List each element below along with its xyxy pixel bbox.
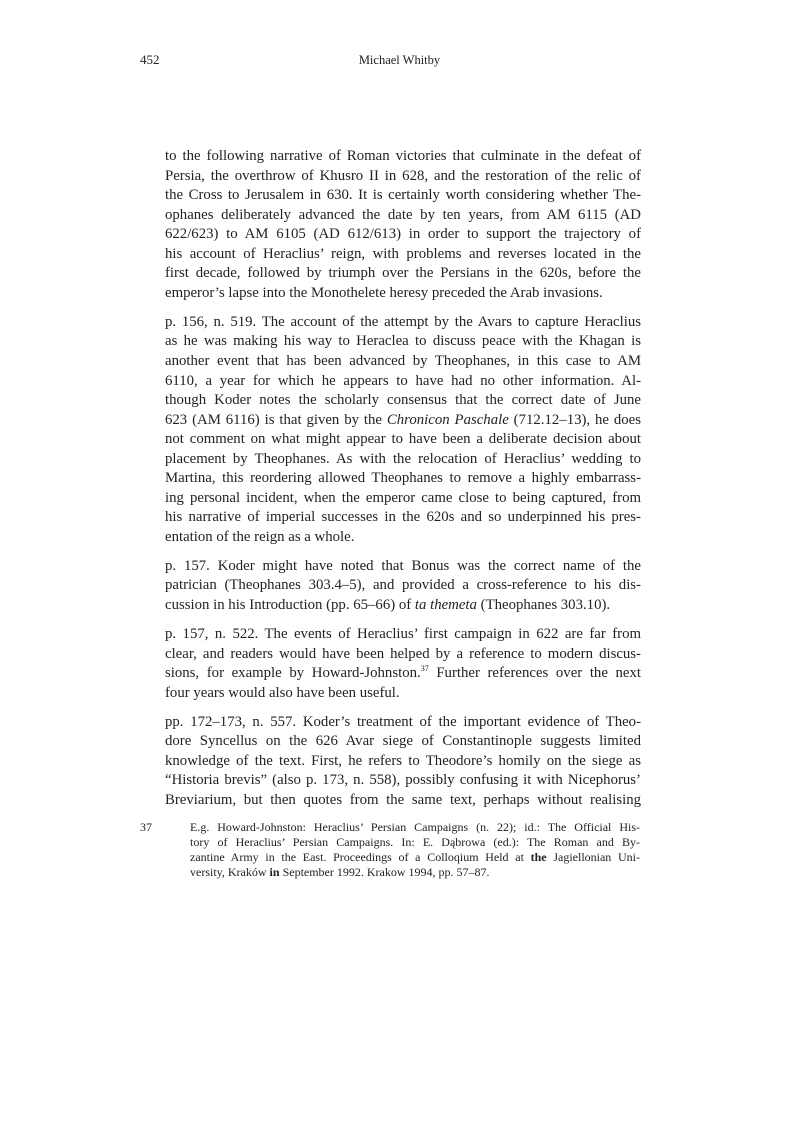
text-line: “Historia brevis” (also p. 173, n. 558), possibly confusing it with Nicephorus’	[165, 772, 641, 789]
text-segment: versity, Kraków	[190, 865, 270, 879]
text-line: p. 157, n. 522. The events of Heraclius’ first campaign in 622 are far from	[165, 626, 641, 643]
text-line: clear, and readers would have been helped by a reference to modern discus-	[165, 645, 641, 662]
text-segment: Jagiellonian Uni-	[546, 850, 641, 864]
text-line: 622/623) to AM 6105 (AD 612/613) in order to support the trajectory of	[165, 226, 641, 243]
italic-title: ta themeta	[414, 597, 477, 614]
text-line: ophanes deliberately advanced the date by ten years, from AM 6115 (AD	[165, 206, 641, 223]
text-line: his narrative of imperial successes in the 620s and so underpinned his pres-	[165, 509, 641, 526]
footnote-number: 37	[140, 820, 152, 834]
text-line: p. 156, n. 519. The account of the attempt by the Avars to capture Heraclius	[165, 313, 641, 330]
text-line: E.g. Howard-Johnston: Heraclius’ Persian Campaigns (n. 22); id.: The Official His-	[190, 820, 640, 834]
text-line: though Koder notes the scholarly consensus that the correct date of June	[165, 392, 641, 409]
text-segment: September 1992. Krakow 1994, pp. 57–87.	[279, 865, 490, 879]
footnote-reference: 37	[420, 664, 429, 674]
paragraph	[165, 713, 641, 811]
text-line: tory of Heraclius’ Persian Campaigns. In: E. Dąbrowa (ed.): The Roman and By-	[190, 835, 640, 849]
text-line: Breviarium, but then quotes from the same text, perhaps without realising	[165, 791, 641, 808]
paragraph	[165, 147, 641, 303]
text-segment: Further references over the next	[428, 665, 641, 682]
text-line	[190, 865, 640, 880]
text-segment: (Theophanes 303.10).	[476, 597, 611, 614]
text-line: his account of Heraclius’ reign, with problems and reverses located in the	[165, 245, 641, 262]
text-line: emperor’s lapse into the Monothelete heresy preceded the Arab invasions.	[165, 284, 603, 301]
text-line: another event that has been advanced by Theophanes, in this case to AM	[165, 352, 641, 369]
paragraph	[165, 313, 641, 548]
paragraph	[165, 625, 641, 703]
text-line	[165, 664, 641, 684]
footnotes	[140, 820, 640, 880]
body-text	[165, 147, 641, 820]
footnote	[140, 820, 640, 880]
text-segment: sions, for example by Howard-Johnston.	[165, 665, 421, 682]
text-segment: the	[530, 850, 547, 864]
text-line: Persia, the overthrow of Khusro II in 628, and the restoration of the relic of	[165, 167, 641, 184]
text-line: patrician (Theophanes 303.4–5), and provided a cross-reference to his dis-	[165, 577, 641, 594]
text-line: placement by Theophanes. As with the relocation of Heraclius’ wedding to	[165, 450, 641, 467]
text-line: to the following narrative of Roman victories that culminate in the defeat of	[165, 148, 641, 164]
text-line: ing personal incident, when the emperor came close to being captured, from	[165, 489, 641, 506]
text-line: first decade, followed by triumph over the Persians in the 620s, before the	[165, 265, 641, 282]
text-line: not comment on what might appear to have been a deliberate decision about	[165, 431, 641, 448]
text-line: knowledge of the text. First, he refers to Theodore’s homily on the siege as	[165, 752, 641, 769]
text-line: the Cross to Jerusalem in 630. It is certainly worth considering whether The-	[165, 187, 641, 204]
text-line: dore Syncellus on the 626 Avar siege of Constantinople suggests limited	[165, 733, 641, 750]
text-line: pp. 172–173, n. 557. Koder’s treatment of the important evidence of Theo-	[165, 713, 641, 730]
text-line	[165, 596, 641, 616]
text-line: p. 157. Koder might have noted that Bonus was the correct name of the	[165, 557, 641, 574]
running-head: Michael Whitby	[358, 53, 441, 67]
text-segment: zantine Army in the East. Proceedings of a Colloqium Held at	[190, 850, 531, 864]
text-segment: 623 (AM 6116) is that given by the	[165, 411, 387, 428]
text-segment: (712.12–13), he does	[508, 411, 641, 428]
paragraph	[165, 557, 641, 616]
text-segment: cussion in his Introduction (pp. 65–66) of	[165, 597, 415, 614]
page-number: 452	[140, 52, 160, 67]
text-line	[165, 411, 641, 431]
footnote-text	[190, 820, 640, 880]
text-line: as he was making his way to Heraclea to discuss peace with the Khagan is	[165, 333, 641, 350]
text-line: entation of the reign as a whole.	[165, 528, 355, 545]
text-line: Martina, this reordering allowed Theophanes to remove a highly embarrass-	[165, 470, 641, 487]
text-line: four years would also have been useful.	[165, 684, 400, 701]
text-line	[190, 850, 640, 865]
text-line: 6110, a year for which he appears to have had no other information. Al-	[165, 372, 641, 389]
italic-title: Chronicon Paschale	[386, 411, 509, 428]
text-segment: in	[269, 865, 280, 879]
